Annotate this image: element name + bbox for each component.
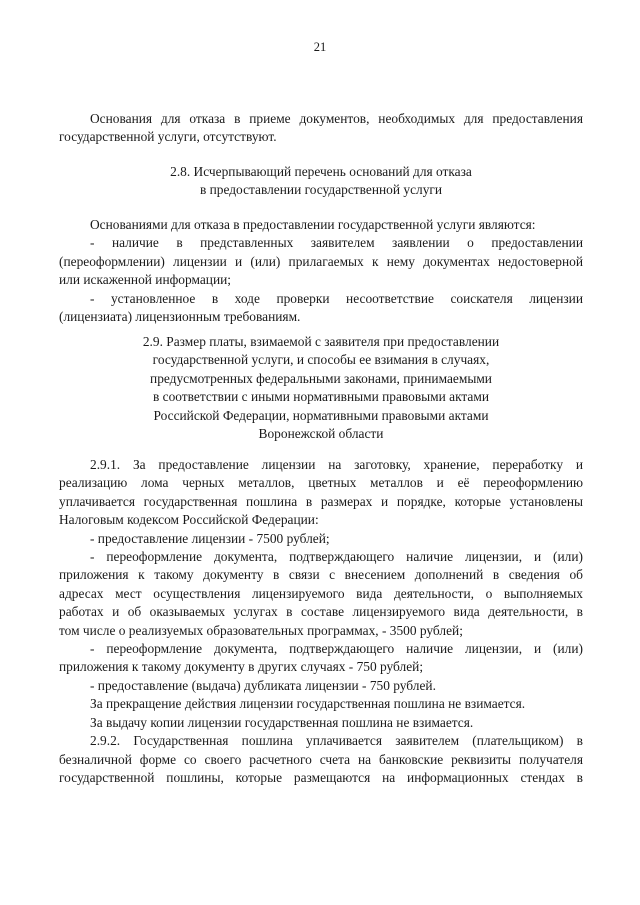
list-item-line: - наличие в представленных заявителем заявлении о предоставлении [90, 235, 583, 251]
paragraph-grounds-refusal [59, 216, 583, 326]
text-line: реализацию лома черных металлов, цветных металлов и её переоформлению [59, 475, 583, 491]
paragraph-2-9-1 [59, 456, 583, 787]
page-number: 21 [313, 40, 327, 54]
heading-line: в соответствии с иными нормативными правовыми актами [152, 389, 490, 405]
fee-item-line: - переоформление документа, подтверждающего наличие лицензии, и (или) [90, 641, 583, 657]
fee-item-line: том числе о реализуемых образовательных программах, - 3500 рублей; [59, 622, 463, 638]
no-fee-note: За выдачу копии лицензии государственная пошлина не взимается. [90, 714, 474, 730]
heading-line: государственной услуги, и способы ее взимания в случаях, [152, 352, 490, 368]
text-line: безналичной форме со своего расчетного счета на банковские реквизиты получателя [59, 751, 583, 767]
fee-item-line: приложения к такому документу в связи с внесением дополнений в сведения об [59, 567, 583, 583]
text-line: государственной пошлины, которые размещаются на информационных стендах в [59, 769, 583, 785]
heading-line: Российской Федерации, нормативными правовыми актами [153, 407, 489, 423]
paragraph-no-grounds-refusal-acceptance [59, 110, 583, 147]
heading-line: предусмотренных федеральными законами, принимаемыми [150, 370, 492, 386]
section-heading-2-9 [59, 333, 583, 443]
text-line: Налоговым кодексом Российской Федерации: [59, 512, 319, 528]
list-item-line: (лицензиата) лицензионным требованиям. [59, 309, 301, 325]
text-line: 2.9.2. Государственная пошлина уплачивается заявителем (плательщиком) в [90, 733, 583, 749]
section-heading-2-8 [59, 163, 583, 200]
text-line: Основаниями для отказа в предоставлении государственной услуги являются: [90, 217, 536, 232]
list-item-line: или искаженной информации; [59, 272, 232, 288]
list-item-line: (переоформлении) лицензии и (или) прилагаемых к нему документах недостоверной [59, 253, 583, 269]
list-item-line: - установленное в ходе проверки несоответствие соискателя лицензии [90, 290, 583, 306]
text-line: 2.9.1. За предоставление лицензии на заготовку, хранение, переработку и [90, 457, 583, 472]
fee-item-line: приложения к такому документу в других случаях - 750 рублей; [59, 659, 424, 675]
fee-item: - предоставление (выдача) дубликата лицензии - 750 рублей. [90, 677, 436, 693]
heading-line: 2.9. Размер платы, взимаемой с заявителя при предоставлении [142, 334, 500, 349]
heading-line: 2.8. Исчерпывающий перечень оснований для отказа [170, 164, 472, 179]
text-line: Основания для отказа в приеме документов, необходимых для предоставления [90, 111, 583, 126]
heading-line: в предоставлении государственной услуги [199, 182, 443, 198]
fee-item-line: - переоформление документа, подтверждающего наличие лицензии, и (или) [90, 549, 583, 565]
text-line: государственной услуги, отсутствуют. [59, 129, 277, 145]
fee-item-line: работах и об оказываемых услугах в составе лицензируемого вида деятельности, в [59, 604, 583, 620]
fee-item: - предоставление лицензии - 7500 рублей; [90, 530, 330, 546]
no-fee-note: За прекращение действия лицензии государственная пошлина не взимается. [90, 696, 526, 712]
heading-line: Воронежской области [258, 426, 384, 442]
fee-item-line: адресах мест осуществления лицензируемого вида деятельности, о выполняемых [59, 585, 583, 601]
text-line: уплачивается государственная пошлина в размерах и порядке, которые установлены [59, 493, 583, 509]
